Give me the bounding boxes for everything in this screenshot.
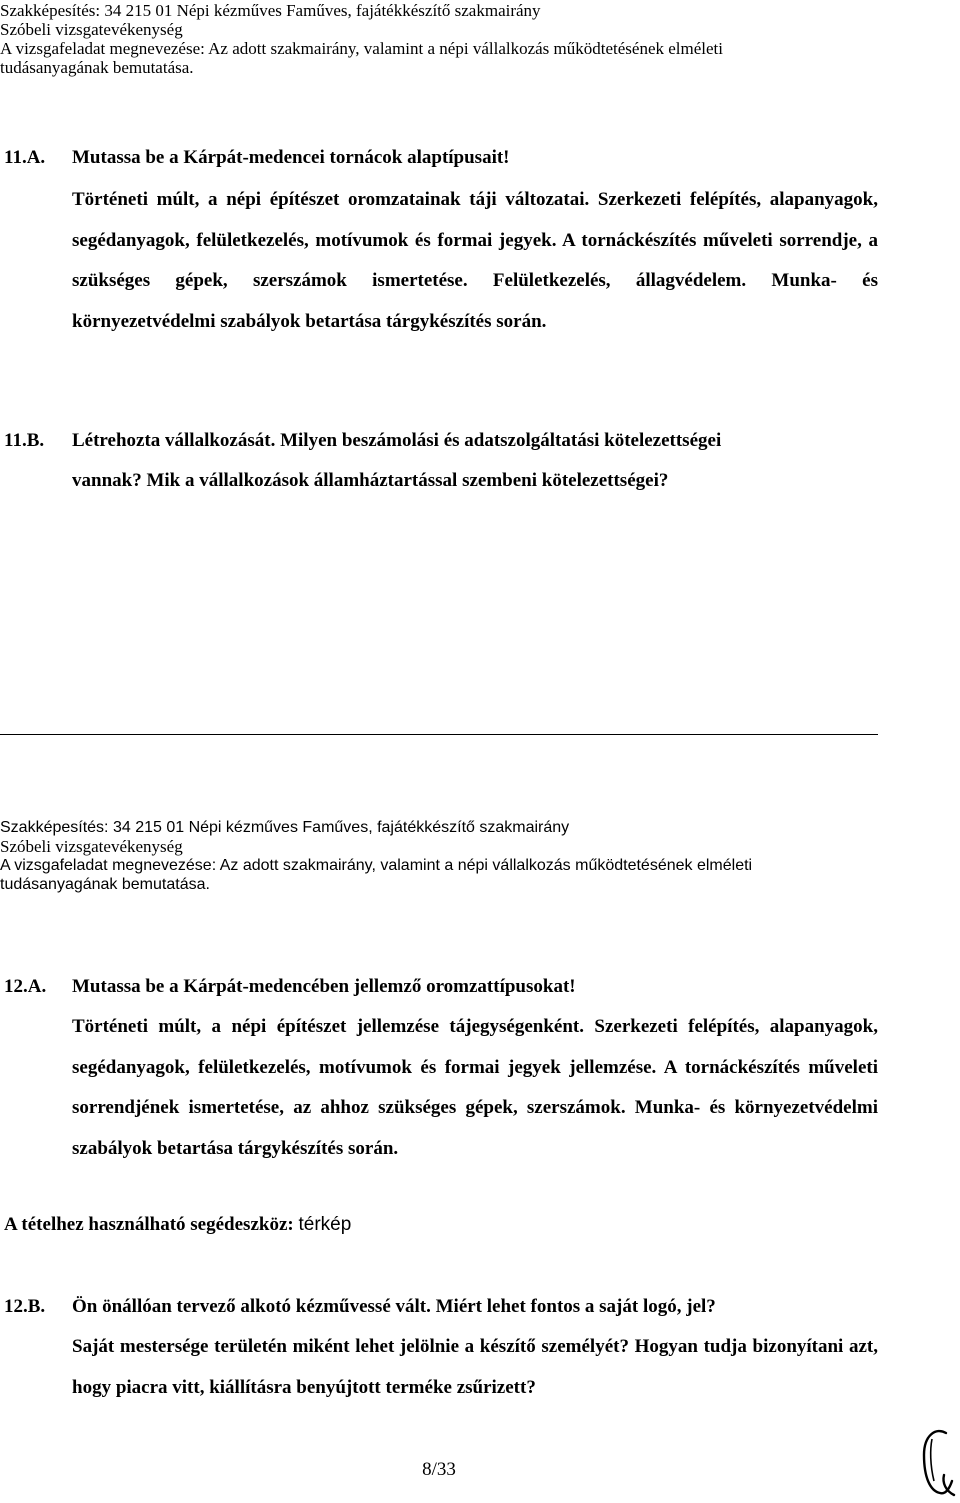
task-title: Mutassa be a Kárpát-medencei tornácok alaptípusait!: [72, 147, 510, 168]
task-11a-body: Történeti múlt, a népi építészet oromzatainak táji változatai. Szerkezeti felépítés, alapanyagok, segédanyagok, felületkezelés, motívumok és formai jegyek. A tornáckészítés műveleti sorrendje, a szükséges gépek, szerszámok ismertetése. Felületkezelés, állagvédelem. Munka- és környezetvédelmi szabályok betartása tárgykészítés során.: [72, 189, 878, 332]
task-12b-body: Saját mestersége területén miként lehet jelölnie a készítő személyét? Hogyan tudja bizonyítani azt, hogy piacra vitt, kiállításra benyújtott terméke zsűrizett?: [72, 1336, 878, 1398]
header-line-task-name-cont: tudásanyagának bemutatása.: [0, 58, 194, 77]
handwritten-signature-icon: [916, 1425, 956, 1500]
header-bottom: [0, 818, 920, 894]
header-line-exam-activity: Szóbeli vizsgatevékenység: [0, 837, 183, 856]
header-line-task-name: A vizsgafeladat megnevezése: Az adott szakmairány, valamint a népi vállalkozás működtetésének elméleti: [0, 39, 724, 58]
task-title: Mutassa be a Kárpát-medencében jellemző oromzattípusokat!: [72, 976, 576, 997]
task-title: Ön önállóan tervező alkotó kézművessé vált. Miért lehet fontos a saját logó, jel?: [72, 1296, 716, 1317]
task-number: 11.A.: [4, 147, 46, 168]
task-12a-body: Történeti múlt, a népi építészet jellemzése tájegységenként. Szerkezeti felépítés, alapanyagok, segédanyagok, felületkezelés, motívumok és formai jegyek jellemzése. A tornáckészítés műveleti sorrendjének ismertetése, az ahhoz szükséges gépek, szerszámok. Munka- és környezetvédelmi szabályok betartása tárgykészítés során.: [72, 1016, 878, 1159]
page-break-rule: [0, 734, 878, 735]
header-line-qualification: Szakképesítés: 34 215 01 Népi kézműves Faműves, fajátékkészítő szakmairány: [0, 819, 570, 836]
header-line-exam-activity: Szóbeli vizsgatevékenység: [0, 20, 183, 39]
task-title: Létrehozta vállalkozását. Milyen beszámolási és adatszolgáltatási kötelezettségei: [72, 430, 722, 451]
aid-value: térkép: [298, 1214, 352, 1235]
task-number: 11.B.: [4, 430, 45, 451]
header-line-task-name-cont: tudásanyagának bemutatása.: [0, 876, 210, 893]
permitted-aid: [4, 1214, 351, 1236]
aid-label: A tételhez használható segédeszköz:: [4, 1214, 294, 1235]
task-11b-body: vannak? Mik a vállalkozások államháztartással szembeni kötelezettségei?: [72, 470, 669, 491]
header-top: [0, 1, 920, 77]
task-number: 12.A.: [4, 976, 47, 997]
header-line-task-name: A vizsgafeladat megnevezése: Az adott szakmairány, valamint a népi vállalkozás működtetésének elméleti: [0, 857, 753, 874]
task-number: 12.B.: [4, 1296, 46, 1317]
header-line-qualification: Szakképesítés: 34 215 01 Népi kézműves Faműves, fajátékkészítő szakmairány: [0, 1, 541, 20]
page-number: 8/33: [422, 1459, 456, 1480]
